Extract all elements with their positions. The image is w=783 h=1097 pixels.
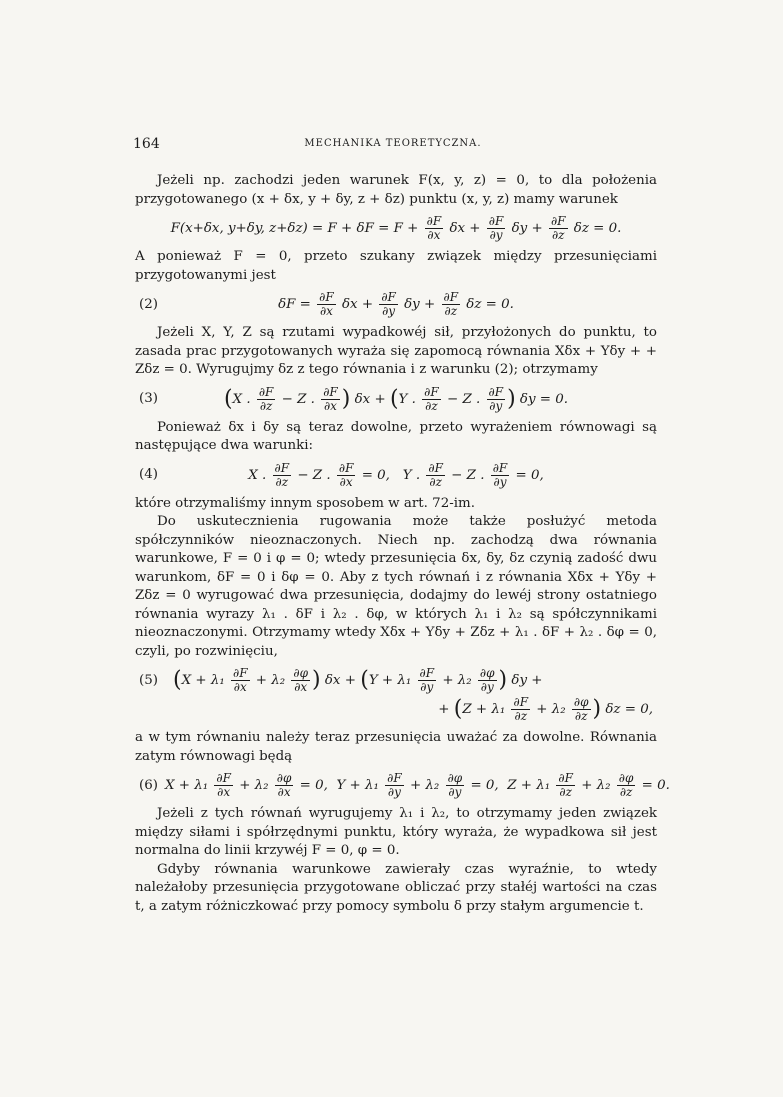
fraction: $\frac{\partial F}{\partial z}$	[274, 460, 290, 489]
fraction: $\frac{\partial\varphi}{\partial z}$	[618, 771, 634, 799]
equation-1: F(x+δx, y+δy, z+δz) = F + δF = F + $\frac{\partial F}{\partial x}$ δx + $\frac{\partial F}{\partial y}$ δy + $\frac{\partial F}{\partial z}$ δz = 0.	[170, 214, 622, 242]
equation-number: (2)	[139, 296, 158, 312]
paragraph: Gdyby równania warunkowe zawierały czas wyraźnie, to wtedy należałoby przesunięcia przygotowane obliczać przy stałéj wartości na czas t, a zatym różniczkować przy pomocy symbolu δ przy stałym argumencie t.	[135, 861, 657, 914]
fraction: $\frac{\partial F}{\partial x}$	[216, 771, 231, 799]
fraction: $\frac{\partial F}{\partial y}$	[488, 384, 504, 413]
fraction: $\frac{\partial F}{\partial z}$	[558, 771, 573, 799]
fraction: $\frac{\partial F}{\partial x}$	[319, 290, 334, 318]
paragraph: a w tym równaniu należy teraz przesunięcia uważać za dowolne. Równania zatym równowagi będą	[135, 730, 657, 764]
fraction: $\frac{\partial F}{\partial y}$	[488, 214, 504, 242]
equation-number: (3)	[139, 390, 158, 406]
fraction: $\frac{\partial F}{\partial x}$	[232, 666, 248, 694]
equation-4: (4) X . $\frac{\partial F}{\partial z}$ − Z . $\frac{\partial F}{\partial x}$ = 0, Y . $\frac{\partial F}{\partial z}$ − Z . $\frac{\partial F}{\partial y}$ = 0,	[139, 460, 544, 489]
paragraph: Jeżeli X, Y, Z są rzutami wypadkowéj sił, przyłożonych do punktu, to zasada prac przygotowanych wyraża się zapomocą równania Xδx + Yδy + + Zδz = 0. Wyrugujmy δz z tego równania i z warunku (2); otrzymamy	[135, 325, 657, 377]
fraction: $\frac{\partial\varphi}{\partial y}$	[447, 771, 463, 799]
equation-5: (5) (X + λ₁ $\frac{\partial F}{\partial x}$ + λ₂ $\frac{\partial\varphi}{\partial x}$ ) δx + (Y + λ₁ $\frac{\partial F}{\partial y}$ + λ₂ $\frac{\partial\varphi}{\partial y}$ ) δy + + (Z + λ₁ $\frac{\partial F}{\partial z}$ + λ₂ $\frac{\partial\varphi}{\partial z}$ ) δz = 0,	[139, 666, 653, 723]
fraction: $\frac{\partial\varphi}{\partial x}$	[293, 666, 308, 694]
fraction: $\frac{\partial F}{\partial x}$	[338, 460, 354, 489]
paragraph: A ponieważ F = 0, przeto szukany związek między przesunięciami przygotowanymi jest	[135, 249, 657, 283]
fraction: $\frac{\partial F}{\partial z}$	[513, 695, 529, 723]
fraction: $\frac{\partial F}{\partial x}$	[323, 384, 338, 413]
equation-number: (5)	[139, 672, 158, 688]
page-body	[135, 172, 670, 916]
page-number: 164	[133, 136, 160, 152]
paragraph: Do uskutecznienia rugowania może także posłużyć metoda spółczynników nieoznaczonych. Niech np. zachodzą dwa równania warunkowe, F = 0 i φ = 0; wtedy przesunięcia δx, δy, δz czynią zadość dwu warunkom, δF = 0 i δφ = 0. Aby z tych równań i z równania Xδx + Yδy + Zδz = 0 wyrugować dwa przesunięcia, dodajmy do lewéj strony ostatniego równania wyrazy λ₁ . δF i λ₂ . δφ, w których λ₁ i λ₂ są spółczynnikami nieoznaczonymi. Otrzymamy wtedy Xδx + Yδy + Zδz + λ₁ . δF + λ₂ . δφ = 0, czyli, po rozwinięciu,	[135, 514, 657, 659]
fraction: $\frac{\partial\varphi}{\partial x}$	[276, 771, 292, 799]
paragraph: Jeżeli np. zachodzi jeden warunek F(x, y, z) = 0, to dla położenia przygotowanego (x + δx, y + δy, z + δz) punktu (x, y, z) mamy warunek	[135, 173, 657, 207]
equation-2: (2) δF = $\frac{\partial F}{\partial x}$ δx + $\frac{\partial F}{\partial y}$ δy + $\frac{\partial F}{\partial z}$ δz = 0.	[139, 290, 514, 318]
fraction: $\frac{\partial F}{\partial z}$	[424, 384, 439, 413]
fraction: $\frac{\partial F}{\partial z}$	[550, 214, 566, 242]
equation-3: (3) (X . $\frac{\partial F}{\partial z}$ − Z . $\frac{\partial F}{\partial x}$ ) δx + (Y . $\frac{\partial F}{\partial z}$ − Z . $\frac{\partial F}{\partial y}$ ) δy = 0.	[139, 384, 569, 413]
fraction: $\frac{\partial F}{\partial z}$	[443, 290, 459, 318]
fraction: $\frac{\partial F}{\partial x}$	[426, 214, 442, 242]
equation-number: (4)	[139, 466, 158, 482]
fraction: $\frac{\partial\varphi}{\partial z}$	[573, 695, 589, 723]
equation-number: (6)	[139, 777, 158, 793]
fraction: $\frac{\partial F}{\partial y}$	[492, 460, 508, 489]
page-header	[133, 136, 653, 156]
fraction: $\frac{\partial F}{\partial z}$	[428, 460, 443, 489]
paragraph: które otrzymaliśmy innym sposobem w art. 72-im.	[135, 495, 475, 511]
running-title: MECHANIKA TEORETYCZNA.	[304, 138, 482, 149]
equation-6: (6) X + λ₁ $\frac{\partial F}{\partial x}$ + λ₂ $\frac{\partial\varphi}{\partial x}$ = 0, Y + λ₁ $\frac{\partial F}{\partial y}$ + λ₂ $\frac{\partial\varphi}{\partial y}$ = 0, Z + λ₁ $\frac{\partial F}{\partial z}$ + λ₂ $\frac{\partial\varphi}{\partial z}$ = 0.	[139, 771, 670, 799]
fraction: $\frac{\partial\varphi}{\partial y}$	[479, 666, 495, 694]
fraction: $\frac{\partial F}{\partial y}$	[387, 771, 402, 799]
fraction: $\frac{\partial F}{\partial y}$	[419, 666, 435, 694]
paragraph: Jeżeli z tych równań wyrugujemy λ₁ i λ₂, to otrzymamy jeden związek między siłami i spółrzędnymi punktu, który wyraża, że wypadkowa sił jest normalna do linii krzywéj F = 0, φ = 0.	[135, 806, 657, 858]
paragraph: Ponieważ δx i δy są teraz dowolne, przeto wyrażeniem równowagi są następujące dwa warunki:	[135, 419, 657, 453]
fraction: $\frac{\partial F}{\partial z}$	[258, 384, 274, 413]
fraction: $\frac{\partial F}{\partial y}$	[381, 290, 396, 318]
